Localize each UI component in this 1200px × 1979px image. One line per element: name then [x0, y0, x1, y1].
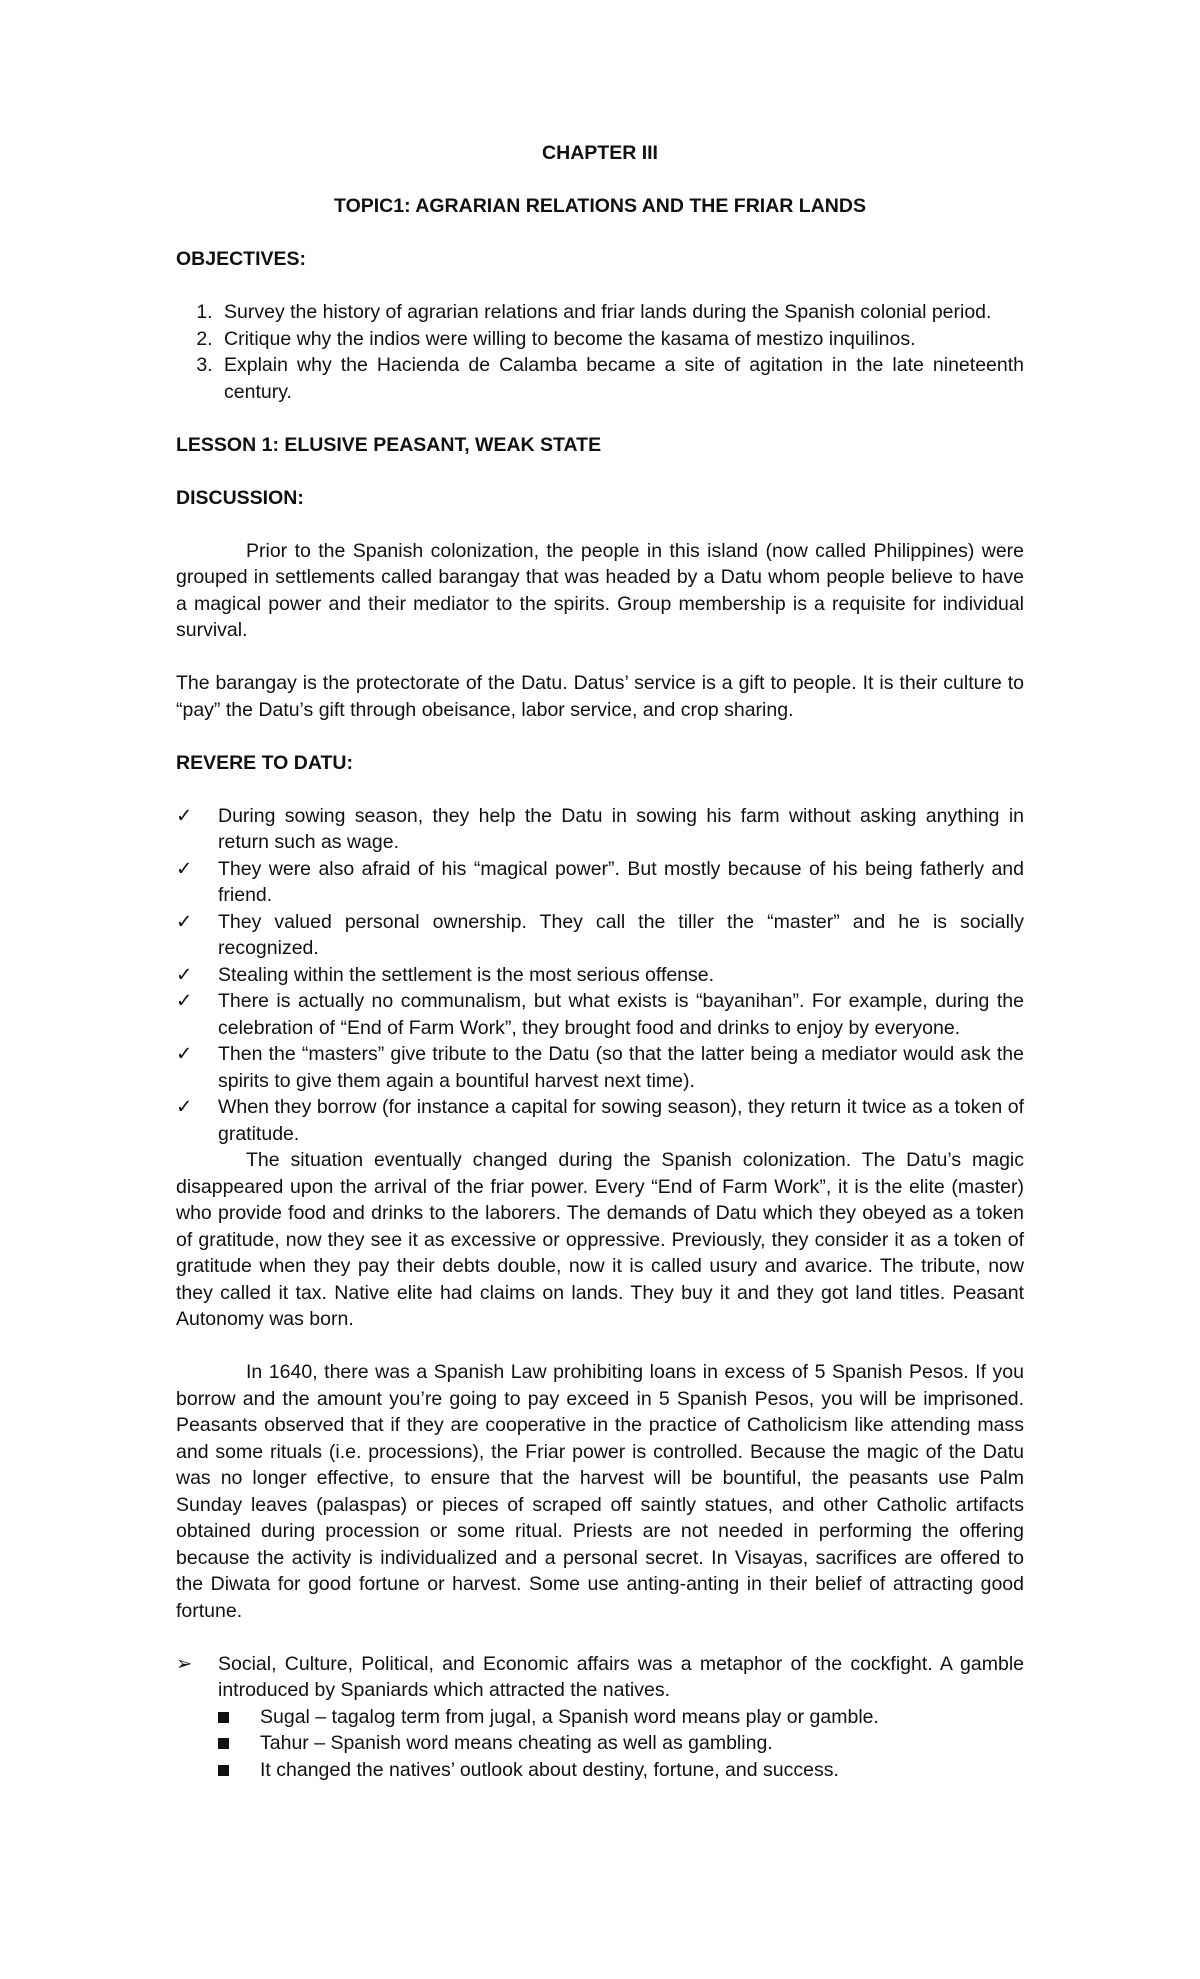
revere-item-text: There is actually no communalism, but what exists is “bayanihan”. For example, during the celebration of “End of Farm Work”, they brought food and drinks to enjoy by everyone. — [218, 990, 1024, 1039]
cockfight-subitem — [218, 1704, 1024, 1731]
chapter-title: CHAPTER III — [542, 142, 658, 164]
revere-item-text: When they borrow (for instance a capital for sowing season), they return it twice as a token of gratitude. — [218, 1096, 1024, 1145]
objectives-heading: OBJECTIVES: — [176, 248, 307, 270]
revere-item-text: They were also afraid of his “magical power”. But mostly because of his being fatherly and friend. — [218, 857, 1024, 906]
cockfight-subitem-text: It changed the natives’ outlook about destiny, fortune, and success. — [260, 1758, 839, 1781]
discussion-paragraph: Prior to the Spanish colonization, the people in this island (now called Philippines) were grouped in settlements called barangay that was headed by a Datu whom people believe to have a magical power and their mediator to the spirits. Group membership is a requisite for individual survival. — [176, 539, 1024, 641]
cockfight-subitem — [218, 1730, 1024, 1757]
revere-item-text: During sowing season, they help the Datu in sowing his farm without asking anything in return such as wage. — [218, 804, 1024, 853]
document-page — [176, 140, 1024, 1783]
objective-item: 2. Critique why the indios were willing to become the kasama of mestizo inquilinos. — [218, 326, 1024, 353]
cockfight-subitem-text: Sugal – tagalog term from jugal, a Spanish word means play or gamble. — [260, 1705, 879, 1728]
revere-item-text: They valued personal ownership. They call the tiller the “master” and he is socially recognized. — [218, 910, 1024, 959]
situation-paragraph: The situation eventually changed during the Spanish colonization. The Datu’s magic disappeared upon the arrival of the friar power. Every “End of Farm Work”, it is the elite (master) who provide food and drinks to the laborers. The demands of Datu which they obeyed as a token of gratitude, now they see it as excessive or oppressive. Previously, they consider it as a token of gratitude when they pay their debts double, now it is called usury and avarice. The tribute, now they called it tax. Native elite had claims on lands. They buy it and they got land titles. Peasant Autonomy was born. — [176, 1149, 1024, 1330]
law-paragraph: In 1640, there was a Spanish Law prohibiting loans in excess of 5 Spanish Pesos. If you borrow and the amount you’re going to pay exceed in 5 Spanish Pesos, you will be imprisoned. Peasants observed that if they are cooperative in the practice of Catholicism like attending mass and some rituals (i.e. processions), the Friar power is controlled. Because the magic of the Datu was no longer effective, to ensure that the harvest will be bountiful, the peasants use Palm Sunday leaves (palaspas) or pieces of scraped off saintly statues, and other Catholic artifacts obtained during procession or some ritual. Priests are not needed in performing the offering because the activity is individualized and a personal secret. In Visayas, sacrifices are offered to the Diwata for good fortune or harvest. Some use anting-anting in their belief of attracting good fortune. — [176, 1361, 1024, 1622]
discussion-paragraph: The barangay is the protectorate of the Datu. Datus’ service is a gift to people. It is their culture to “pay” the Datu’s gift through obeisance, labor service, and crop sharing. — [176, 672, 1024, 721]
check-icon: ✓ — [176, 963, 193, 986]
objective-item: 3. Explain why the Hacienda de Calamba became a site of agitation in the late nineteenth century. — [218, 352, 1024, 405]
discussion-heading: DISCUSSION: — [176, 486, 304, 509]
check-icon: ✓ — [176, 1043, 193, 1065]
revere-item — [176, 1041, 1024, 1094]
revere-item — [176, 803, 1024, 856]
revere-item-text: Stealing within the settlement is the most serious offense. — [218, 963, 715, 986]
revere-item — [176, 962, 1024, 989]
check-icon: ✓ — [176, 804, 193, 827]
cockfight-item-text: Social, Culture, Political, and Economic affairs was a metaphor of the cockfight. A gamble introduced by Spaniards which attracted the natives. — [218, 1652, 1024, 1701]
check-icon: ✓ — [176, 990, 193, 1012]
check-icon: ✓ — [176, 857, 193, 880]
revere-list — [176, 803, 1024, 1148]
revere-item — [176, 988, 1024, 1041]
arrow-bullet-icon: ➢ — [176, 1652, 193, 1675]
lesson-heading: LESSON 1: ELUSIVE PEASANT, WEAK STATE — [176, 433, 602, 456]
topic-title: TOPIC1: AGRARIAN RELATIONS AND THE FRIAR LANDS — [334, 195, 866, 217]
check-icon: ✓ — [176, 910, 193, 933]
revere-item — [176, 909, 1024, 962]
revere-item — [176, 1094, 1024, 1147]
revere-heading: REVERE TO DATU: — [176, 751, 353, 774]
cockfight-subitem-text: Tahur – Spanish word means cheating as well as gambling. — [260, 1732, 773, 1754]
cockfight-subitem — [218, 1757, 1024, 1784]
square-bullet-icon — [218, 1712, 229, 1723]
cockfight-list — [176, 1651, 1024, 1704]
objective-item: 1. Survey the history of agrarian relations and friar lands during the Spanish colonial period. — [218, 299, 1024, 326]
revere-item-text: Then the “masters” give tribute to the Datu (so that the latter being a mediator would ask the spirits to give them again a bountiful harvest next time). — [218, 1043, 1024, 1092]
objectives-list — [176, 299, 1024, 405]
cockfight-item — [176, 1651, 1024, 1704]
square-bullet-icon — [218, 1765, 229, 1776]
revere-item — [176, 856, 1024, 909]
cockfight-sublist — [218, 1704, 1024, 1784]
square-bullet-icon — [218, 1738, 229, 1749]
check-icon: ✓ — [176, 1096, 193, 1118]
